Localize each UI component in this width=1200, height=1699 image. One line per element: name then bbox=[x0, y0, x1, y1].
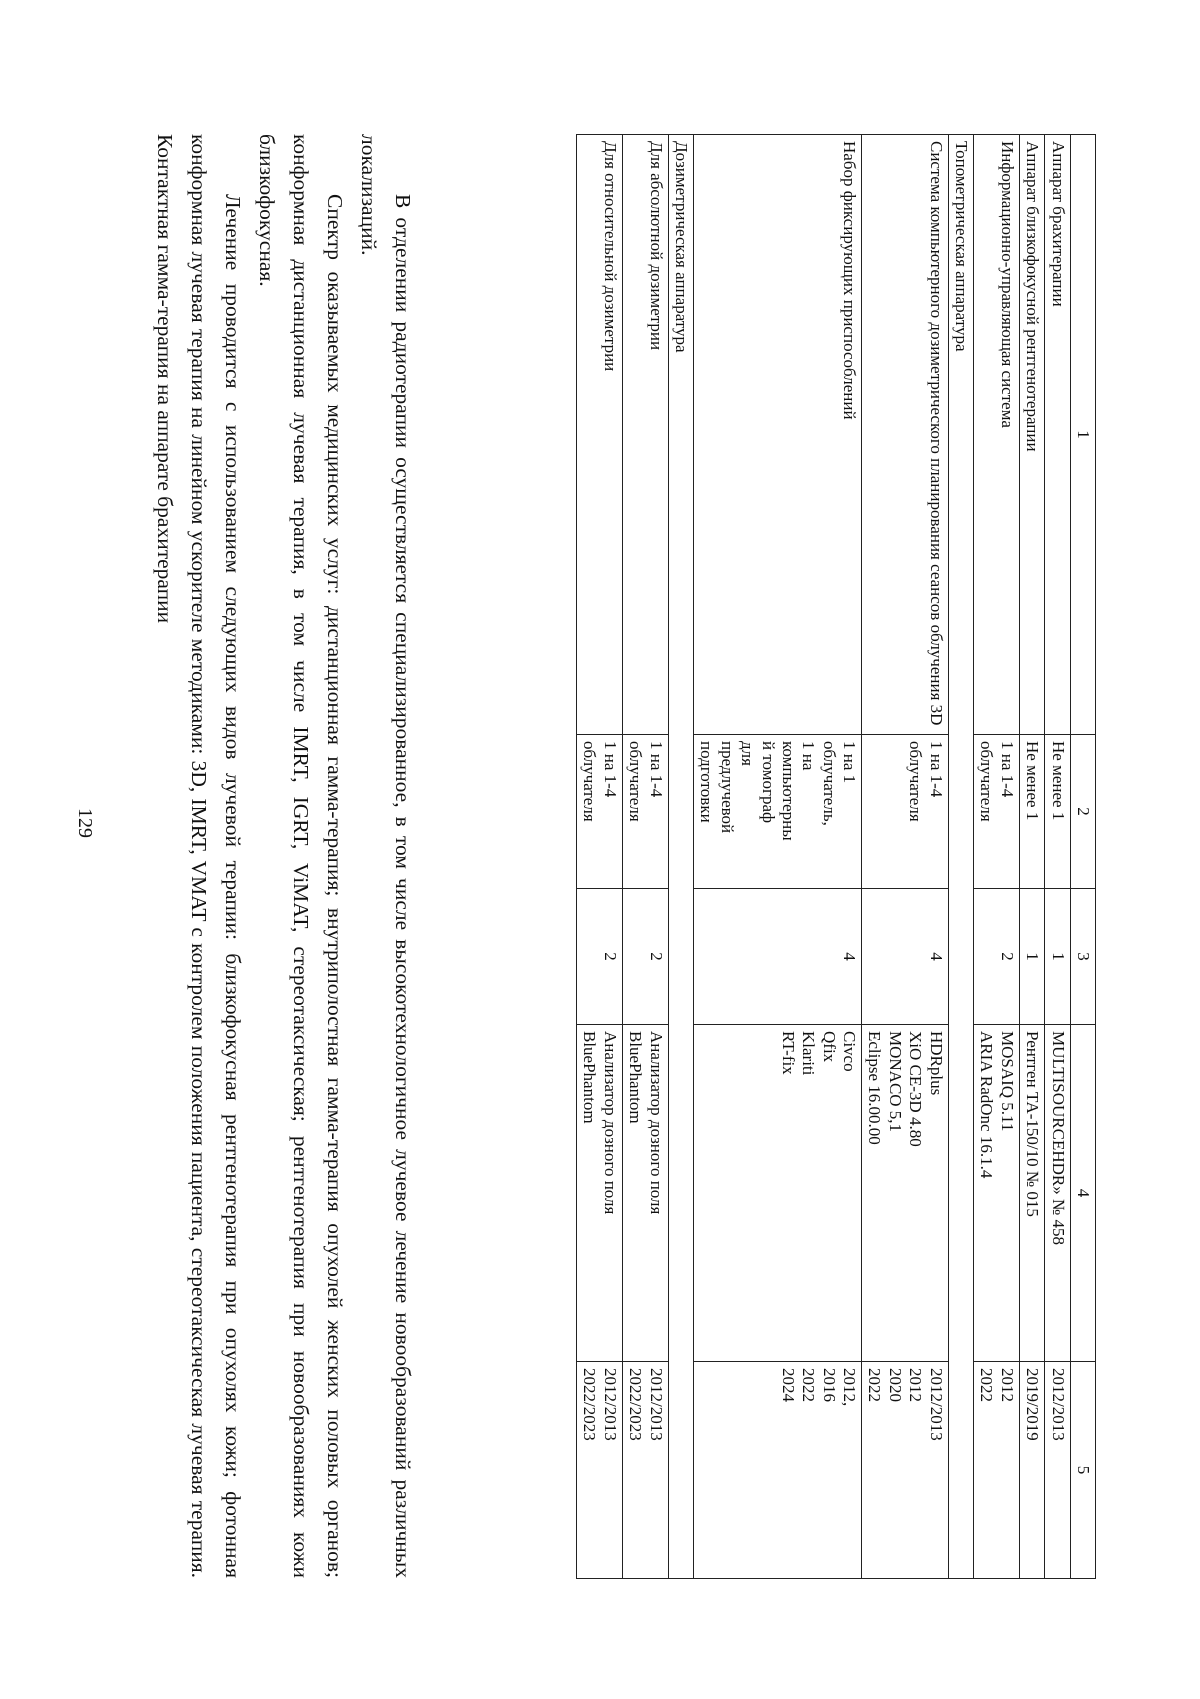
model-cell: Анализатор дозного поля BluePhantom bbox=[577, 1025, 623, 1362]
quantity-norm-cell: 1 на 1-4 облучателя bbox=[974, 735, 1020, 889]
model-cell: Рентген ТА-150/10 № 015 bbox=[1019, 1025, 1044, 1362]
quantity-cell: 1 bbox=[1019, 889, 1044, 1025]
paragraph: Лечение проводится с использованием следующих видов лучевой терапии: близкофокусная рентгенотерапия при опухолях кожи; фотонная конформная лучевая терапия на линейном ускорителе методиками: 3D, IMRT, VMAT с контролем положения пациента, стереотаксическая лучевая терапия. Контактная гамма-терапия на аппарате брахитерапии bbox=[153, 134, 245, 1578]
table-row bbox=[622, 135, 668, 1579]
equipment-name-cell: Информационно-управляющая система bbox=[974, 135, 1020, 735]
table-row bbox=[693, 135, 861, 1579]
table-row bbox=[1019, 135, 1044, 1579]
column-header: 5 bbox=[1070, 1362, 1095, 1579]
column-header: 1 bbox=[1070, 135, 1095, 735]
column-header: 3 bbox=[1070, 889, 1095, 1025]
table-row bbox=[862, 135, 949, 1579]
model-cell: Civco Qfix Klariti RT-fix bbox=[693, 1025, 861, 1362]
quantity-norm-cell: Не менее 1 bbox=[1045, 735, 1070, 889]
quantity-norm-cell: 1 на 1-4 облучателя bbox=[577, 735, 623, 889]
model-cell: HDRplus XiO CE-3D 4.80 MONACO 5,1 Eclipse 16.00.00 bbox=[862, 1025, 949, 1362]
body-text bbox=[148, 134, 420, 1578]
quantity-cell: 4 bbox=[862, 889, 949, 1025]
model-cell: MOSAIQ 5.11 ARIA RadOnc 16.1.4 bbox=[974, 1025, 1020, 1362]
column-header: 4 bbox=[1070, 1025, 1095, 1362]
paragraph: Спектр оказываемых медицинских услуг: дистанционная гамма-терапия; внутриполостная гамма-терапия опухолей женских половых органов; конформная дистанционная лучевая терапия, в том числе IMRT, IGRT, ViMAT, стереотаксическая; рентгенотерапия при новообразованиях кожи близкофокусная. bbox=[255, 134, 347, 1578]
equipment-name-cell: Набор фиксирующих приспособлений bbox=[693, 135, 861, 735]
column-header: 2 bbox=[1070, 735, 1095, 889]
equipment-table bbox=[576, 134, 1096, 1579]
year-cell: 2012/2013 bbox=[1045, 1362, 1070, 1579]
quantity-norm-cell: 1 на 1-4 облучателя bbox=[862, 735, 949, 889]
equipment-name-cell: Для абсолютной дозиметрии bbox=[622, 135, 668, 735]
equipment-name-cell: Аппарат близкофокусной рентгенотерапии bbox=[1019, 135, 1044, 735]
quantity-norm-cell: 1 на 1-4 облучателя bbox=[622, 735, 668, 889]
quantity-cell: 2 bbox=[622, 889, 668, 1025]
equipment-name-cell: Аппарат брахитерапии bbox=[1045, 135, 1070, 735]
section-row bbox=[668, 135, 693, 1579]
year-cell: 2019/2019 bbox=[1019, 1362, 1044, 1579]
paragraph: В отделении радиотерапии осуществляется специализированное, в том числе высокотехнологичное лучевое лечение новообразований различных локализаций. bbox=[357, 134, 415, 1578]
table-row bbox=[1045, 135, 1070, 1579]
year-cell: 2012 2022 bbox=[974, 1362, 1020, 1579]
year-cell: 2012/2013 2012 2020 2022 bbox=[862, 1362, 949, 1579]
quantity-norm-cell: 1 на 1 облучатель, 1 на компьютерны й томограф для предлучевой подготовки bbox=[693, 735, 861, 889]
quantity-cell: 1 bbox=[1045, 889, 1070, 1025]
model-cell: Анализатор дозного поля BluePhantom bbox=[622, 1025, 668, 1362]
year-cell: 2012/2013 2022/2023 bbox=[622, 1362, 668, 1579]
table-header-row bbox=[1070, 135, 1095, 1579]
year-cell: 2012/2013 2022/2023 bbox=[577, 1362, 623, 1579]
table-row bbox=[974, 135, 1020, 1579]
year-cell: 2012, 2016 2022 2024 bbox=[693, 1362, 861, 1579]
page-number: 129 bbox=[74, 808, 96, 838]
quantity-cell: 4 bbox=[693, 889, 861, 1025]
rotated-page-content bbox=[96, 134, 1096, 1578]
equipment-name-cell: Система компьютерного дозиметрического планирования сеансов облучения 3D bbox=[862, 135, 949, 735]
model-cell: MULTISOURCEHDR» № 458 bbox=[1045, 1025, 1070, 1362]
equipment-name-cell: Для относительной дозиметрии bbox=[577, 135, 623, 735]
quantity-cell: 2 bbox=[577, 889, 623, 1025]
table-row bbox=[577, 135, 623, 1579]
section-title-dosimetric: Дозиметрическая аппаратура bbox=[668, 135, 693, 1579]
section-title-topometric: Топометрическая аппаратура bbox=[948, 135, 973, 1579]
section-row bbox=[948, 135, 973, 1579]
quantity-norm-cell: Не менее 1 bbox=[1019, 735, 1044, 889]
quantity-cell: 2 bbox=[974, 889, 1020, 1025]
